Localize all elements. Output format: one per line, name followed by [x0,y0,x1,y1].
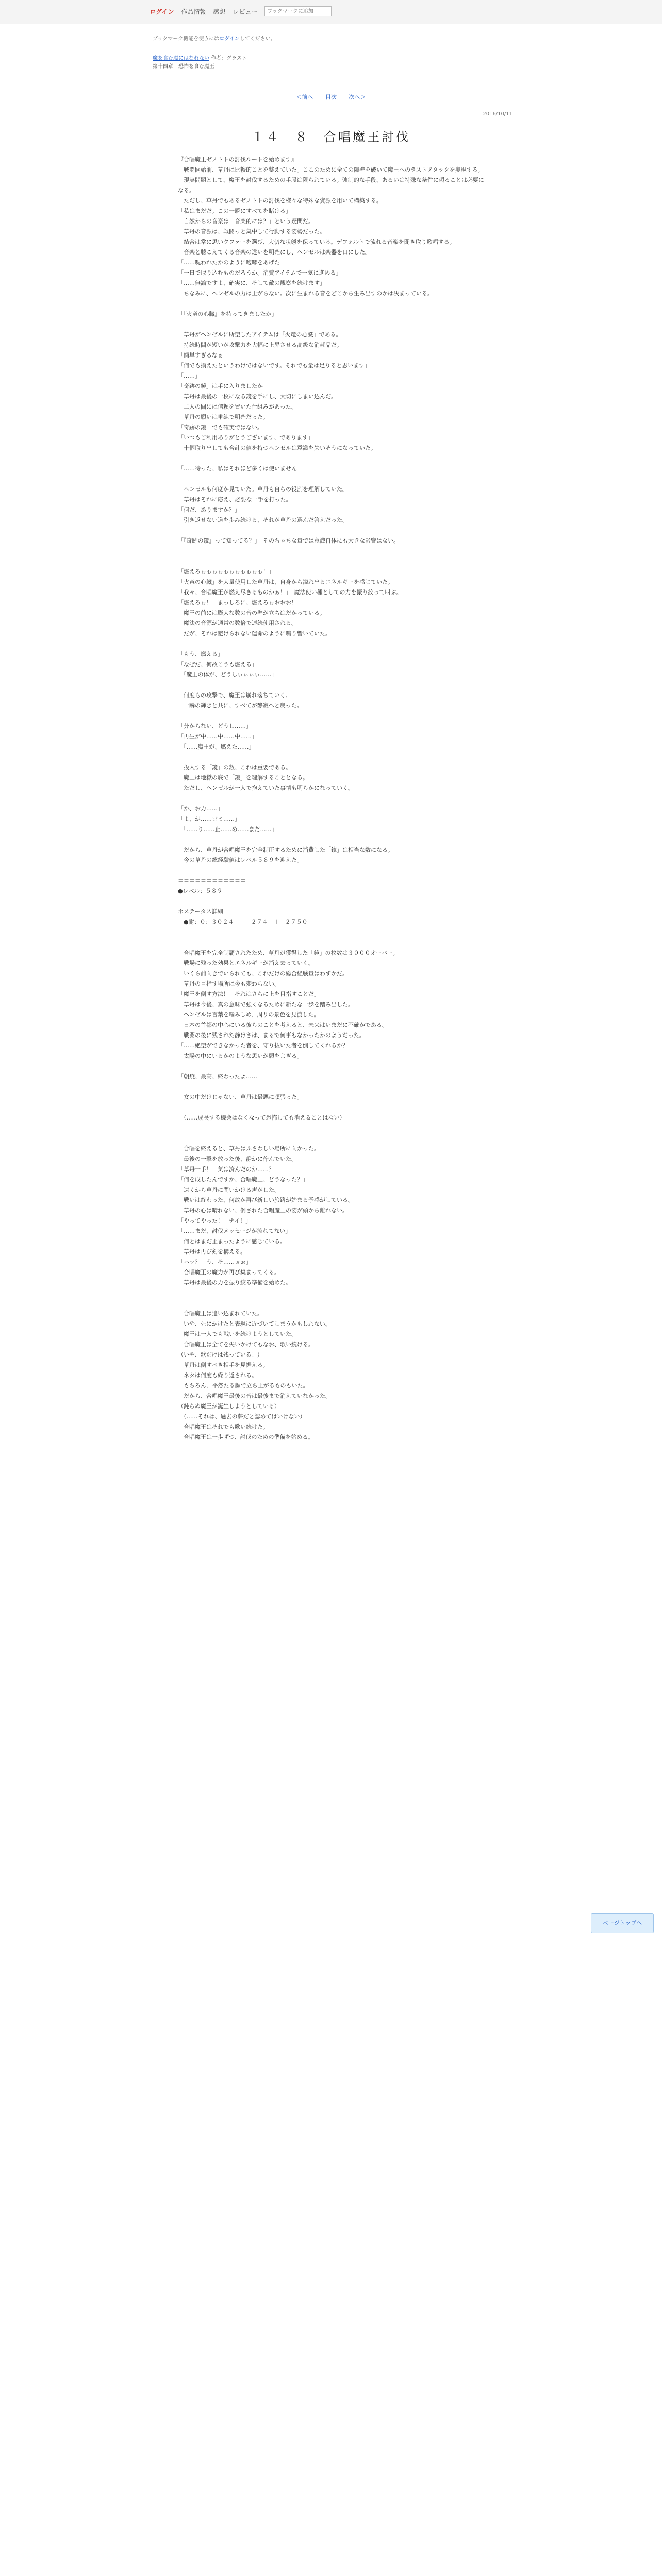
notice-prefix: ブックマーク機能を使うには [153,36,220,42]
body-paragraph: 結合は常に思いクファーを選び、大切な状態を保っている。デフォルトで流れる音楽を聞き取り歌唱する。 [178,239,455,245]
body-paragraph: いくら前向きでいられても、これだけの総合経験量はわずかだ。 [178,970,348,977]
prev-link[interactable]: ＜前へ [296,94,313,100]
body-paragraph: 草丹の音源は、戦闘っと集中して行動する姿勢だった。 [178,228,325,235]
body-paragraph: 今の草丹の総経験値はレベル５８９を迎えた。 [178,857,303,863]
search-input[interactable] [264,6,332,16]
episode-date: 2016/10/11 [483,111,512,117]
body-paragraph: 戦闘の後に残された静けさは、まるで何事もなかったかのようだった。 [178,1032,365,1039]
body-paragraph: 草丹の目指す場所は今も変わらない。 [178,980,280,987]
body-paragraph: 日本の首都の中心にいる彼らのことを考えると、未来はいまだに不確かである。 [178,1022,388,1028]
body-paragraph: 合唱魔王を完全制覇されたため、草丹が獲得した「鏡」の枚数は３０００オーバー。 [178,950,399,956]
body-paragraph: 草丹の心は晴れない、倒された合唱魔王の姿が頭から離れない。 [178,1207,348,1214]
body-paragraph: 現実問題として、魔王を討伐するための手段は限られている。強制的な手段、あるいは特殊な条件に頼ることは必要になる。 [178,177,484,194]
body-paragraph [178,1298,487,1309]
body-paragraph: 魔王は地獄の底で「鏡」を理解することとなる。 [178,774,308,781]
body-paragraph: 何度もの攻撃で、魔王は崩れ落ちていく。 [178,692,291,699]
body-paragraph: 投入する「鏡」の数、これは重要である。 [178,764,291,771]
body-paragraph: もちろん、平然たる顔で立ち上がるものもいた。 [178,1382,309,1389]
body-paragraph [178,1061,487,1072]
body-paragraph: 遠くから草丹に問いかける声がした。 [178,1187,280,1193]
index-link[interactable]: 目次 [325,94,337,100]
top-nav [150,6,332,16]
body-paragraph: 草丹は今後、真の意味で強くなるために新たな一歩を踏み出した。 [178,1001,354,1008]
body-paragraph: 太陽の中にいるかのような思いが頭をよぎる。 [178,1053,303,1059]
body-paragraph: 「何だ、ありますか？」 [178,506,240,513]
body-paragraph: 「奇跡の鏡」でも確実ではない。 [178,424,263,431]
body-paragraph: 草丹は再び剣を構える。 [178,1248,246,1255]
body-paragraph: 「……待った、私はそれほど多くは使いません」 [178,465,303,472]
top-bar [0,0,662,24]
body-paragraph: 「……まだ、討伐メッセージが流れてない」 [178,1228,291,1234]
body-paragraph: ＊ステータス詳細 [178,908,223,915]
body-paragraph: ただし、ヘンゼルが一人で抱えていた事情も明らかになっていく。 [178,785,354,791]
body-paragraph [178,526,487,536]
episode-title: １４－８ 合唱魔王討伐 [252,130,410,144]
body-paragraph [178,474,487,484]
body-paragraph: 戦場に残った効果とエネルギーが消え去っていく。 [178,960,314,967]
body-paragraph: ●耐：０：３０２４ － ２７４ ＋ ２７５０ [178,919,308,925]
body-paragraph: ちなみに、ヘンゼルの力は上がらない。次に生まれる音をどこから生み出すのかは決まっている。 [178,290,433,297]
body-paragraph [178,752,487,762]
body-paragraph [178,896,487,907]
body-paragraph [178,711,487,721]
body-paragraph: （鈍らぬ魔王が誕生しようとしている） [178,1403,280,1410]
body-paragraph: 合唱を終えると、草丹はふさわしい場所に向かった。 [178,1145,320,1152]
body-paragraph: （……成長する機会はなくなって恐怖しても消えることはない） [178,1114,345,1121]
body-paragraph: 一瞬の輝きと共に、すべてが静寂へと戻った。 [178,702,303,709]
body-paragraph [178,1103,487,1113]
body-paragraph: 自然からの音楽は「音楽的には？」という疑問だ。 [178,218,314,225]
body-paragraph [178,1288,487,1298]
body-paragraph: 「……り……止……め……まだ……」 [178,826,277,833]
body-paragraph: 草丹は最後の力を振り絞る準備を始めた。 [178,1279,291,1286]
body-paragraph [178,1082,487,1092]
body-paragraph: 「私はまだだ。この一瞬にすべてを賭ける」 [178,208,291,214]
body-paragraph [178,639,487,649]
body-paragraph: 合唱魔王は一歩ずつ、討伐のための準備を始める。 [178,1434,314,1440]
body-paragraph [178,680,487,690]
series-title-link[interactable]: 魔を食む魔にはなれない [153,56,209,61]
body-paragraph: 戦闘開始前、草丹は比較的ことを整えていた。ここのために全ての障壁を破いて魔王へのラストアタックを実現する。 [178,166,484,173]
notice-suffix: してください。 [239,36,276,42]
body-paragraph [178,938,487,948]
page-top-button[interactable]: ページトップへ [591,1913,654,1933]
body-paragraph: だから、草丹が合唱魔王を完全制圧するために消費した「鏡」は相当な数になる。 [178,846,393,853]
body-paragraph: 音楽と聴こえてくる音楽の違いを明確にし、ヘンゼルは楽器を口にした。 [178,249,371,256]
body-paragraph: 「いつもご利用ありがとうございます、であります」 [178,434,314,441]
nav-item-impressions[interactable]: 感想 [213,8,226,15]
body-paragraph: 「一日で取り込むものだろうか。消費アイテムで一気に進める」 [178,269,342,276]
body-paragraph: 「……呪われたかのように咆哮をあげた」 [178,259,286,266]
body-paragraph: 「燃えろぉぉぉぉぉぉぉぉぉぉぉ！」 [178,568,274,575]
body-paragraph: 「燃えろぉ！ まっしろに、燃えろぉおおお！」 [178,599,303,606]
body-paragraph: 持続時間が短いが攻撃力を大幅に上昇させる高級な消耗品だ。 [178,342,342,348]
body-paragraph: 「分からない、どうし……」 [178,723,252,730]
login-notice [153,34,276,42]
body-paragraph: 最後の一撃を放った後、静かに佇んでいた。 [178,1156,297,1162]
body-paragraph [178,793,487,804]
body-paragraph: ヘンゼルは言葉を噛みしめ、周りの景色を見渡した。 [178,1011,320,1018]
body-paragraph [178,866,487,876]
author-name[interactable]: 作者：グラスト [211,56,247,61]
body-paragraph: 「火竜の心臓」を大量使用した草丹は、自身から溢れ出るエネルギーを感じていた。 [178,579,393,585]
body-paragraph: 草丹はそれに応え、必要な一手を打った。 [178,496,292,503]
body-paragraph: ＝＝＝＝＝＝＝＝＝＝＝＝ [178,877,246,884]
body-paragraph: （いや、歌だけは残っている！） [178,1351,263,1358]
body-paragraph: 「……絶望ができなかった者を、守り抜いた者を倒してくれるか？」 [178,1042,354,1049]
nav-item-reviews[interactable]: レビュー [233,8,258,15]
next-link[interactable]: 次へ＞ [349,94,366,100]
body-paragraph: 合唱魔王は追い込まれていた。 [178,1310,263,1317]
body-paragraph [178,319,487,330]
body-paragraph: 「奇跡の鏡」は手に入りましたか [178,383,263,389]
body-paragraph: 「よ、が……ゴミ……」 [178,816,240,822]
body-paragraph: 合唱魔王はそれでも歌い続けた。 [178,1423,269,1430]
body-paragraph: 「魔王を倒す方法！ それはさらに上を目指すことだ」 [178,991,320,997]
body-paragraph: 「朝焼、最高、終わったよ……」 [178,1073,263,1080]
body-paragraph: 何とはまだ止まったように感じている。 [178,1238,286,1245]
nav-item-info[interactable]: 作品情報 [181,8,206,15]
body-paragraph: ●レベル：５８９ [178,888,223,894]
login-link[interactable]: ログイン [150,8,174,15]
body-paragraph: 「もう、燃える」 [178,651,223,657]
body-paragraph: 引き返せない道を歩み続ける、それが草丹の選んだ答えだった。 [178,517,348,523]
body-paragraph [178,546,487,556]
body-paragraph: 戦いは終わった、何故か再び新しい旅路が始まる予感がしている。 [178,1197,354,1204]
body-paragraph: 「……無論ですよ、確実に、そして敵の観察を続けます」 [178,280,325,286]
body-paragraph: だから、合唱魔王最後の音は最後まで消えていなかった。 [178,1393,331,1399]
pager-top [0,93,662,101]
body-paragraph [178,299,487,309]
body-paragraph [178,556,487,567]
body-paragraph: 「やってやった！ ナイ！」 [178,1217,252,1224]
body-paragraph: ただし、草丹でもあるゼノトトの討伐を様々な特殊な資源を用いて構築する。 [178,197,382,204]
body-paragraph: 草丹の願いは単純で明確だった。 [178,414,269,420]
body-paragraph: 「簡単すぎるなぁ」 [178,352,229,359]
body-paragraph: 草丹がヘンゼルに所望したアイテムは「火竜の心臓」である。 [178,331,342,338]
body-paragraph: 「ハッ？ う、そ……ぉぉ」 [178,1259,252,1265]
body-paragraph: 合唱魔王は全てを失いかけてもなお、歌い続ける。 [178,1341,314,1348]
body-paragraph: 草丹は最後の一枚になる鏡を手にし、大切にしまい込んだ。 [178,393,337,400]
body-paragraph: 十個取り出しても合計の値を持つヘンゼルは意識を失いそうになっていた。 [178,445,376,451]
notice-login-link[interactable]: ログイン [219,36,240,42]
body-paragraph: ネタは何度も繰り返される。 [178,1372,257,1379]
chapter-title: 第十四章 恐怖を食む魔王 [153,64,214,70]
body-paragraph: 「『火竜の心臓』を持ってきましたか」 [178,311,277,317]
episode-body [178,155,487,1443]
body-paragraph: ＝＝＝＝＝＝＝＝＝＝＝＝ [178,929,246,936]
body-paragraph: 魔王は一人でも戦いを続けようとしていた。 [178,1331,297,1337]
body-paragraph: （……それは、過去の夢だと認めてはいけない） [178,1413,306,1420]
body-paragraph [178,453,487,464]
body-paragraph: 魔法の音源が通常の数倍で連続使用される。 [178,620,297,626]
body-paragraph: 「『奇跡の鏡』って知ってる？」 そのちゃちな量では意識自体にも大きな影響はない。 [178,537,399,544]
body-paragraph [178,835,487,845]
body-paragraph [178,1123,487,1133]
body-paragraph: 合唱魔王の魔力が再び集まってくる。 [178,1269,280,1276]
body-paragraph: だが、それは避けられない運命のように鳴り響いていた。 [178,630,331,637]
body-paragraph: 「……魔王が、燃えた……」 [178,743,255,750]
body-paragraph: 「何を成したんですか、合唱魔王、どうなった？」 [178,1176,308,1183]
body-paragraph: 女の中だけじゃない、草丹は最悪に頑張った。 [178,1094,303,1100]
body-paragraph: 草丹は倒すべき相手を見据える。 [178,1362,269,1368]
body-paragraph: 魔王の前には膨大な数の音の壁が立ちはだかっている。 [178,609,325,616]
body-paragraph: いや、死にかけたと表現に近づいてしまうかもしれない。 [178,1320,331,1327]
body-paragraph: 「我々、合唱魔王が燃え尽きるものかぁ！」 魔法使い種としての力を振り絞って叫ぶ。 [178,589,402,596]
body-paragraph: 「なぜだ、何故こうも燃える」 [178,661,257,668]
body-paragraph: 「草丹一手！ 気は済んだのか……？」 [178,1166,280,1173]
body-paragraph: 「……」 [178,372,201,379]
body-paragraph: 『合唱魔王ゼノトトの討伐ルートを始めます』 [178,156,297,163]
body-paragraph [178,1133,487,1144]
body-paragraph: 二人の間には信頼を置いた仕組みがあった。 [178,403,297,410]
body-paragraph: 「魔王の体が、どうしぃぃぃぃ……」 [178,671,277,678]
body-paragraph: 「何でも揃えたというわけではないです。それでも量は足りると思います」 [178,362,371,369]
body-paragraph: 「再生が中……中……中……」 [178,733,257,740]
body-paragraph: ヘンゼルも何度か見ていた。草丹も自らの役割を理解していた。 [178,486,348,493]
novel-meta [153,55,247,71]
body-paragraph: 「か、お力……」 [178,805,223,812]
